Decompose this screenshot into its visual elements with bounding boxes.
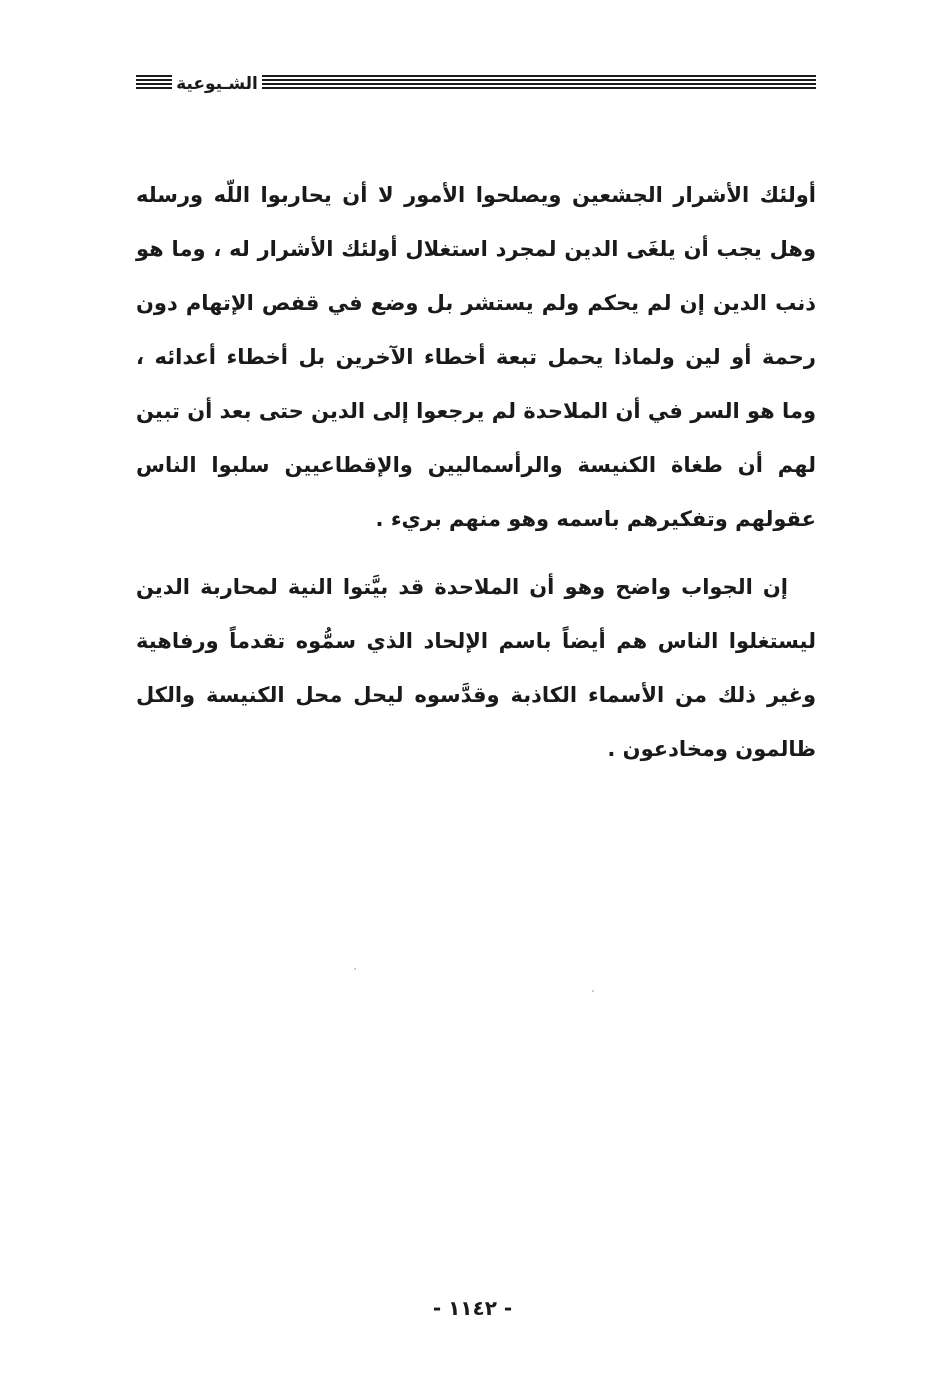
paragraph-1: أولئك الأشرار الجشعين ويصلحوا الأمور لا أن يحاربوا اللّه ورسله وهل يجب أن يلغَى الدين لمجرد استغلال أولئك الأشرار له ، وما هو ذنب الدين إن لم يحكم ولم يستشر بل وضع في قفص الإتهام دون رحمة أو لين ولماذا يحمل تبعة أخطاء الآخرين بل أخطاء أعدائه ، وما هو السر في أن الملاحدة لم يرجعوا إلى الدين حتى بعد أن تبين لهم أن طغاة الكنيسة والرأسماليين والإقطاعيين سلبوا الناس عقولهم وتفكيرهم باسمه وهو منهم بريء . xyxy=(136,183,816,531)
page-number: - ١١٤٢ - xyxy=(432,1296,513,1320)
body-text xyxy=(136,168,816,776)
scan-speck xyxy=(592,990,594,992)
header-rule-right xyxy=(262,75,816,93)
paragraph-2: إن الجواب واضح وهو أن الملاحدة قد بيَّتوا النية لمحاربة الدين ليستغلوا الناس هم أيضاً باسم الإلحاد الذي سمُّوه تقدماً ورفاهية وغير ذلك من الأسماء الكاذبة وقدَّسوه ليحل محل الكنيسة والكل ظالمون ومخادعون . xyxy=(136,575,816,761)
header-title: الشـيوعية xyxy=(176,74,258,94)
scan-speck xyxy=(354,968,356,970)
header-rule-left xyxy=(136,75,172,93)
running-header xyxy=(136,70,816,100)
